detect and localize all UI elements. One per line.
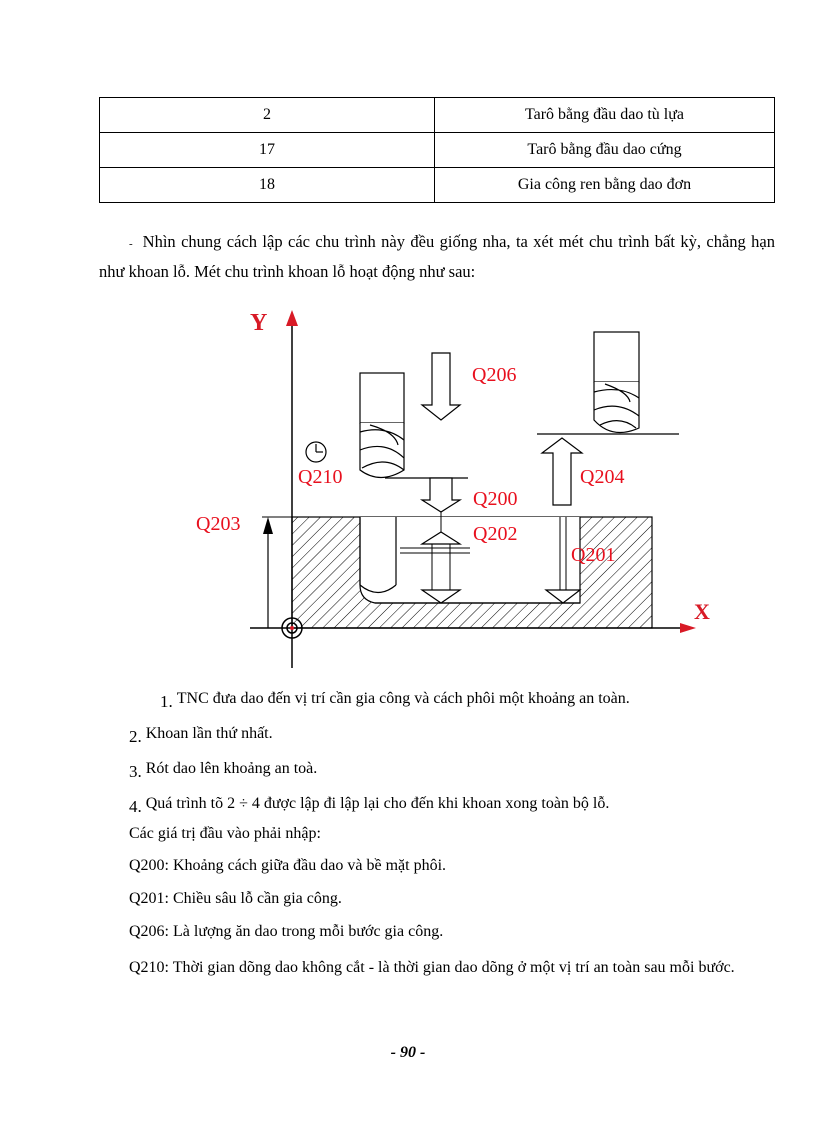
q204-arrow (542, 438, 582, 505)
table-cell-code: 18 (100, 168, 435, 203)
label-q202: Q202 (473, 523, 518, 545)
param-q200: Q200: Khoảng cách giữa đầu dao và bề mặt phôi. (129, 857, 447, 874)
param-q206: Q206: Là lượng ăn dao trong mỗi bước gia công. (129, 923, 444, 940)
q206-arrow (422, 353, 460, 420)
axis-x-label: X (694, 599, 710, 624)
drill-tool-right (594, 332, 639, 433)
table-cell-desc: Tarô bằng đầu dao tù lựa (435, 98, 775, 133)
drill-tool-left (360, 373, 404, 478)
table-cell-code: 2 (100, 98, 435, 133)
label-q201: Q201 (571, 544, 616, 566)
table-cell-code: 17 (100, 133, 435, 168)
axis-y-label: Y (250, 310, 268, 336)
dwell-clock-icon (306, 442, 326, 462)
intro-paragraph (99, 228, 775, 286)
step-2 (129, 723, 273, 746)
step-1 (160, 688, 630, 711)
label-q204: Q204 (580, 466, 625, 488)
q203-dimension (262, 517, 292, 628)
label-q200: Q200 (473, 488, 518, 510)
page-number: - 90 - (390, 1044, 426, 1061)
table-row (100, 133, 775, 168)
step-text: TNC đưa dao đến vị trí cần gia công và cách phôi một khoảng an toàn. (176, 690, 630, 707)
param-q201: Q201: Chiều sâu lỗ cần gia công. (129, 890, 342, 907)
intro-text: Nhìn chung cách lập các chu trình này đều giống nha, ta xét mét chu trình bất kỳ, chẳng hạn như khoan lỗ. Mét chu trình khoan lỗ hoạt động như sau: (99, 232, 775, 281)
table-cell-desc: Tarô bằng đầu dao cứng (435, 133, 775, 168)
step-4 (129, 793, 610, 816)
step-3 (129, 758, 318, 781)
step-text: Rót dao lên khoảng an toà. (145, 760, 318, 777)
workpiece (292, 517, 652, 628)
table-row (100, 168, 775, 203)
label-q206: Q206 (472, 364, 517, 386)
table-cell-desc: Gia công ren bằng dao đơn (435, 168, 775, 203)
bullet-dash: - (129, 238, 133, 250)
param-q210: Q210: Thời gian dõng dao không cắt - là thời gian dao dõng ở một vị trí an toàn sau mỗi bước. (129, 959, 735, 976)
step-number: 1. (160, 692, 173, 711)
step-text: Khoan lần thứ nhất. (145, 725, 273, 742)
drilling-cycle-diagram (196, 300, 730, 680)
step-number: 2. (129, 727, 142, 746)
step-number: 3. (129, 762, 142, 781)
cycle-table (99, 97, 775, 203)
table-row (100, 98, 775, 133)
label-q203: Q203 (196, 513, 241, 535)
inputs-heading: Các giá trị đầu vào phải nhập: (129, 825, 321, 842)
label-q210: Q210 (298, 466, 343, 488)
step-text: Quá trình tõ 2 ÷ 4 được lập đi lập lại cho đến khi khoan xong toàn bộ lỗ. (145, 795, 610, 812)
step-number: 4. (129, 797, 142, 816)
